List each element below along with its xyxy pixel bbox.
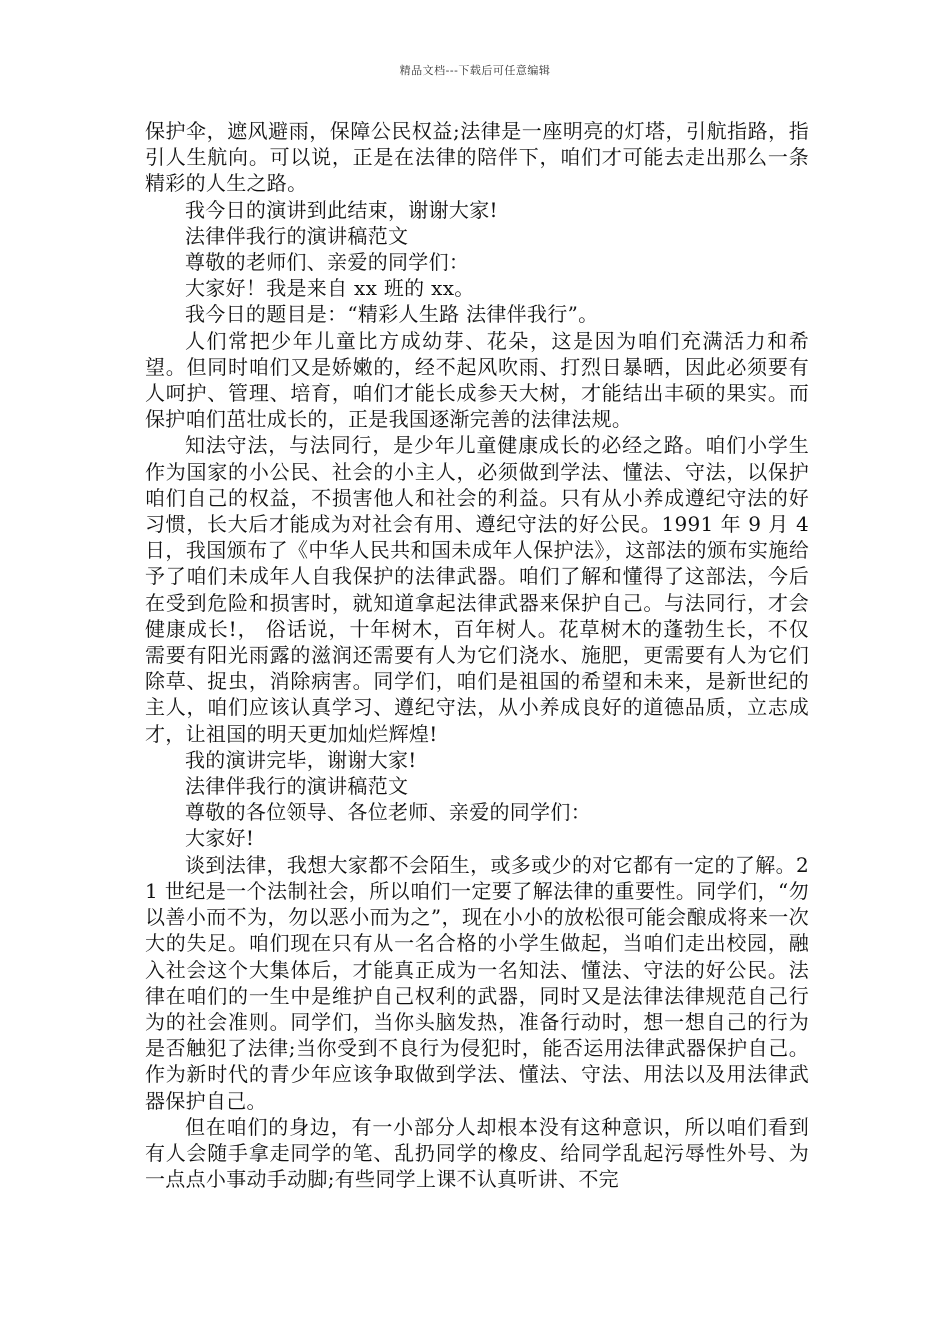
greeting: 大家好！我是来自 xx 班的 xx。 [185, 276, 475, 301]
closing: 我的演讲完毕，谢谢大家! [185, 747, 417, 772]
paragraph: 谈到法律，我想大家都不会陌生，或多或少的对它都有一定的了解。21 世纪是一个法制社会，所以咱们一定要了解法律的重要性。同学们，“勿以善小而不为，勿以恶小而为之”，现在小小的放松很可能会酿成将来一次大的失足。咱们现在只有从一名合格的小学生做起，当咱们走出校园，融入社会这个大集体后，才能真正成为一名知法、懂法、守法的好公民。法律在咱们的一生中是维护自己权利的武器，同时又是法律法律规范自己行为的社会准则。同学们，当你头脑发热，准备行动时，想一想自己的行为是否触犯了法律;当你受到不良行为侵犯时，能否运用法律武器保护自己。作为新时代的青少年应该争取做到学法、懂法、守法、用法以及用法律武器保护自己。 [145, 852, 809, 1113]
greeting: 大家好! [185, 826, 255, 851]
page-header: 精品文档---下载后可任意编辑 [399, 64, 551, 77]
section-title: 法律伴我行的演讲稿范文 [185, 223, 409, 248]
salutation: 尊敬的各位领导、各位老师、亲爱的同学们： [185, 800, 591, 825]
document-body [145, 118, 809, 1192]
salutation: 尊敬的老师们、亲爱的同学们： [185, 250, 470, 275]
paragraph: 人们常把少年儿童比方成幼芽、花朵，这是因为咱们充满活力和希望。但同时咱们又是娇嫩的，经不起风吹雨、打烈日暴晒，因此必须要有人呵护、管理、培育，咱们才能长成参天大树，才能结出丰硕的果实。而保护咱们茁壮成长的，正是我国逐渐完善的法律法规。 [145, 328, 809, 432]
paragraph: 保护伞，遮风避雨，保障公民权益;法律是一座明亮的灯塔，引航指路，指引人生航向。可以说，正是在法律的陪伴下，咱们才可能去走出那么一条精彩的人生之路。 [145, 119, 809, 196]
paragraph: 我今日的题目是：“精彩人生路 法律伴我行”。 [185, 302, 599, 327]
paragraph: 知法守法，与法同行，是少年儿童健康成长的必经之路。咱们小学生作为国家的小公民、社会的小主人，必须做到学法、懂法、守法，以保护咱们自己的权益，不损害他人和社会的利益。只有从小养成遵纪守法的好习惯，长大后才能成为对社会有用、遵纪守法的好公民。1991 年 9 月 4 日，我国颁布了《中华人民共和国未成年人保护法》，这部法的颁布实施给予了咱们未成年人自我保护的法律武器。咱们了解和懂得了这部法，今后在受到危险和损害时，就知道拿起法律武器来保护自己。与法同行，才会健康成长!， 俗话说，十年树木，百年树人。花草树木的蓬勃生长，不仅需要有阳光雨露的滋润还需要有人为它们浇水、施肥，更需要有人为它们除草、捉虫，消除病害。同学们，咱们是祖国的希望和未来，是新世纪的主人，咱们应该认真学习、遵纪守法，从小养成良好的道德品质，立志成才，让祖国的明天更加灿烂辉煌! [145, 433, 809, 746]
section-title: 法律伴我行的演讲稿范文 [185, 774, 409, 799]
paragraph: 我今日的演讲到此结束，谢谢大家! [185, 197, 498, 222]
paragraph: 但在咱们的身边，有一小部分人却根本没有这种意识，所以咱们看到有人会随手拿走同学的笔、乱扔同学的橡皮、给同学乱起污辱性外号、为一点点小事动手动脚;有些同学上课不认真听讲、不完 [145, 1114, 809, 1192]
